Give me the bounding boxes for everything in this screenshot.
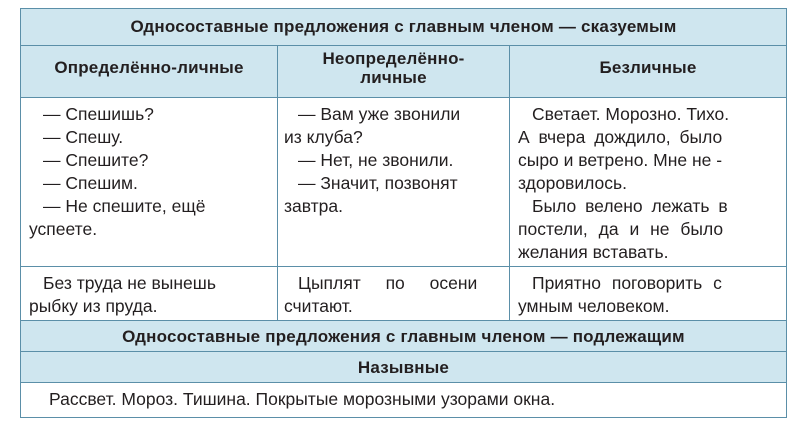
example-line: А вчера дождило, было: [518, 127, 723, 147]
proverb-line: умным человеком.: [518, 296, 670, 316]
indefinite-examples-cell: [278, 98, 510, 267]
example-line: — Нет, не звонили.: [298, 150, 454, 170]
example-line: — Вам уже звонили: [298, 104, 461, 124]
example-line: Светает. Морозно. Тихо.: [532, 104, 730, 124]
example-line: успеете.: [29, 219, 98, 239]
example-line: — Значит, позвонят: [298, 173, 458, 193]
column-header-indefinite: [278, 46, 510, 98]
nominative-header: [21, 352, 787, 383]
predicate-section-title: Односоставные предложения с главным членом — сказуемым: [130, 17, 677, 36]
example-line: Было велено лежать в: [532, 196, 728, 216]
example-line: желания вставать.: [518, 242, 669, 262]
nominative-header-label: Назывные: [357, 358, 450, 377]
predicate-section-header: [21, 9, 787, 46]
proverb-line: рыбку из пруда.: [29, 296, 158, 316]
example-line: завтра.: [284, 196, 344, 216]
example-line: — Спешишь?: [43, 104, 154, 124]
column-header-indefinite-label: Неопределённо- личные: [322, 49, 465, 87]
nominative-example-cell: [21, 383, 787, 418]
impersonal-proverb-cell: [510, 267, 787, 321]
subject-section-title: Односоставные предложения с главным членом — подлежащим: [122, 327, 685, 346]
proverb-line: Без труда не вынешь: [43, 273, 216, 293]
proverb-line: считают.: [284, 296, 353, 316]
proverb-line: Приятно поговорить с: [532, 273, 722, 293]
column-header-definite-label: Определённо-личные: [54, 58, 244, 77]
nominative-example-text: Рассвет. Мороз. Тишина. Покрытые морозными узорами окна.: [49, 389, 556, 409]
example-line: — Спешу.: [43, 127, 124, 147]
example-line: постели, да и не было: [518, 219, 724, 239]
definite-examples-cell: [21, 98, 278, 267]
indefinite-proverb-cell: [278, 267, 510, 321]
example-line: из клуба?: [284, 127, 363, 147]
column-header-definite: [21, 46, 278, 98]
example-line: — Спешите?: [43, 150, 149, 170]
one-member-sentences-table: [20, 8, 787, 418]
column-header-impersonal: [510, 46, 787, 98]
example-line: — Не спешите, ещё: [43, 196, 206, 216]
column-header-impersonal-label: Безличные: [599, 58, 697, 77]
example-line: здоровилось.: [518, 173, 627, 193]
subject-section-header: [21, 321, 787, 352]
example-line: — Спешим.: [43, 173, 138, 193]
definite-proverb-cell: [21, 267, 278, 321]
proverb-line: Цыплят по осени: [298, 273, 478, 293]
impersonal-examples-cell: [510, 98, 787, 267]
example-line: сыро и ветрено. Мне не -: [518, 150, 723, 170]
